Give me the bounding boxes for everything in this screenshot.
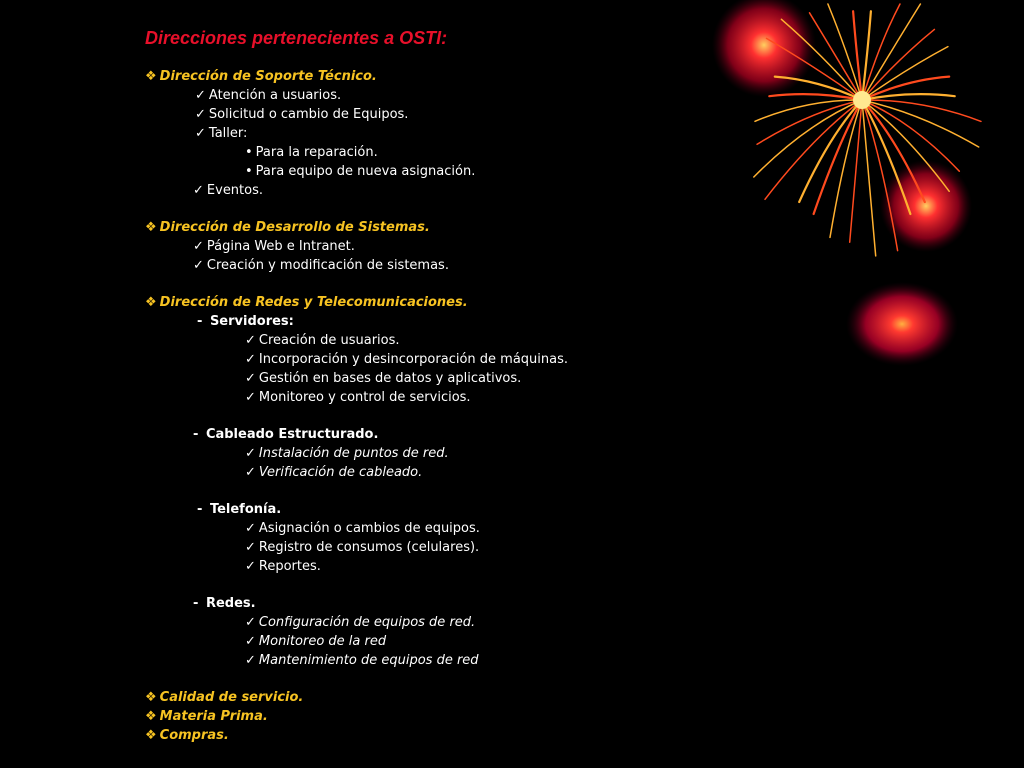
check-icon: ✓ — [245, 352, 256, 367]
section-heading-redes — [145, 293, 468, 312]
subsection-label: Cableado Estructurado. — [205, 427, 379, 442]
fireworks-decoration — [700, 0, 1024, 380]
diamond-bullet-icon: ❖ — [145, 69, 157, 84]
list-item — [245, 143, 378, 162]
subsection-servidores — [197, 312, 294, 331]
slide-title: Direcciones pertenecientes a OSTI: — [145, 28, 448, 48]
check-icon: ✓ — [245, 653, 256, 668]
item-text: Página Web e Intranet. — [206, 239, 355, 254]
check-icon: ✓ — [193, 258, 204, 273]
dash-marker: - — [197, 502, 203, 517]
subsection-redes — [193, 594, 256, 613]
check-icon: ✓ — [245, 465, 256, 480]
check-icon: ✓ — [245, 390, 256, 405]
check-icon: ✓ — [195, 107, 206, 122]
bullet-icon: • — [245, 145, 253, 160]
item-text: Para equipo de nueva asignación. — [255, 164, 476, 179]
item-text: Mantenimiento de equipos de red — [258, 653, 479, 668]
check-icon: ✓ — [193, 183, 204, 198]
item-text: Registro de consumos (celulares). — [258, 540, 480, 555]
dash-marker: - — [193, 596, 199, 611]
list-item — [245, 463, 422, 482]
list-item — [245, 651, 479, 670]
item-text: Monitoreo de la red — [258, 634, 387, 649]
glow-orb — [880, 160, 972, 252]
check-icon: ✓ — [245, 371, 256, 386]
heading-text: Calidad de servicio. — [159, 690, 304, 705]
section-heading-materia — [145, 707, 268, 726]
diamond-bullet-icon: ❖ — [145, 728, 157, 743]
heading-text: Dirección de Soporte Técnico. — [159, 69, 377, 84]
item-text: Para la reparación. — [255, 145, 378, 160]
diamond-bullet-icon: ❖ — [145, 295, 157, 310]
subsection-label: Redes. — [205, 596, 256, 611]
check-icon: ✓ — [195, 126, 206, 141]
item-text: Taller: — [208, 126, 248, 141]
list-item — [195, 105, 408, 124]
bullet-icon: • — [245, 164, 253, 179]
check-icon: ✓ — [245, 615, 256, 630]
burst-streak — [862, 77, 949, 100]
check-icon: ✓ — [245, 521, 256, 536]
subsection-cableado — [193, 425, 378, 444]
check-icon: ✓ — [245, 446, 256, 461]
subsection-telefonia — [197, 500, 281, 519]
check-icon: ✓ — [245, 634, 256, 649]
list-item — [193, 181, 263, 200]
list-item — [245, 444, 449, 463]
list-item — [195, 124, 247, 143]
item-text: Solicitud o cambio de Equipos. — [208, 107, 409, 122]
check-icon: ✓ — [245, 540, 256, 555]
item-text: Atención a usuarios. — [208, 88, 342, 103]
heading-text: Dirección de Redes y Telecomunicaciones. — [159, 295, 468, 310]
list-item — [245, 350, 568, 369]
subsection-label: Servidores: — [209, 314, 294, 329]
list-item — [245, 369, 521, 388]
dash-marker: - — [197, 314, 203, 329]
item-text: Creación de usuarios. — [258, 333, 400, 348]
list-item — [245, 613, 475, 632]
item-text: Configuración de equipos de red. — [258, 615, 476, 630]
list-item — [245, 632, 386, 651]
list-item — [245, 162, 475, 181]
item-text: Gestión en bases de datos y aplicativos. — [258, 371, 522, 386]
list-item — [245, 557, 321, 576]
heading-text: Dirección de Desarrollo de Sistemas. — [159, 220, 430, 235]
item-text: Monitoreo y control de servicios. — [258, 390, 471, 405]
list-item — [195, 86, 341, 105]
item-text: Verificación de cableado. — [258, 465, 423, 480]
check-icon: ✓ — [195, 88, 206, 103]
item-text: Eventos. — [206, 183, 264, 198]
diamond-bullet-icon: ❖ — [145, 220, 157, 235]
glow-orb — [846, 282, 958, 366]
diamond-bullet-icon: ❖ — [145, 690, 157, 705]
check-icon: ✓ — [245, 333, 256, 348]
diamond-bullet-icon: ❖ — [145, 709, 157, 724]
item-text: Reportes. — [258, 559, 321, 574]
list-item — [245, 538, 479, 557]
heading-text: Materia Prima. — [159, 709, 268, 724]
list-item — [245, 388, 471, 407]
item-text: Creación y modificación de sistemas. — [206, 258, 449, 273]
list-item — [193, 237, 355, 256]
heading-text: Compras. — [159, 728, 229, 743]
item-text: Asignación o cambios de equipos. — [258, 521, 480, 536]
item-text: Instalación de puntos de red. — [258, 446, 449, 461]
section-heading-compras — [145, 726, 229, 745]
section-heading-calidad — [145, 688, 303, 707]
burst-core — [853, 91, 871, 109]
check-icon: ✓ — [193, 239, 204, 254]
list-item — [245, 519, 480, 538]
list-item — [245, 331, 400, 350]
list-item — [193, 256, 449, 275]
subsection-label: Telefonía. — [209, 502, 282, 517]
section-heading-desarrollo — [145, 218, 430, 237]
burst-streak — [754, 100, 862, 177]
burst-streak — [862, 100, 979, 147]
item-text: Incorporación y desincorporación de máquinas. — [258, 352, 568, 367]
section-heading-soporte — [145, 67, 377, 86]
check-icon: ✓ — [245, 559, 256, 574]
dash-marker: - — [193, 427, 199, 442]
glow-orb — [712, 0, 816, 97]
